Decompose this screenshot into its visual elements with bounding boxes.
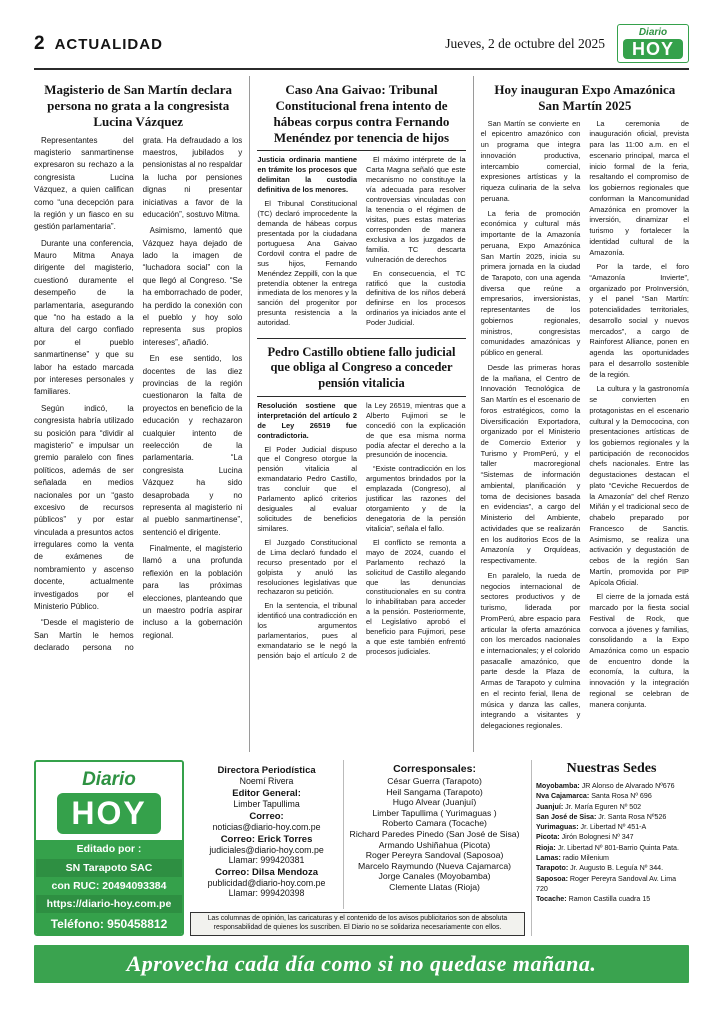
- office-item: Picota: Jirón Bolognesi Nº 347: [536, 833, 634, 842]
- logo-hoy-text: HOY: [623, 39, 683, 59]
- email-label: Correo:: [249, 811, 284, 822]
- judicial-phone: Llamar: 999420381: [228, 855, 305, 865]
- ads-contact-label: Correo: Dilsa Mendoza: [215, 867, 319, 878]
- header-right: [445, 24, 689, 63]
- article-expo-body: San Martín se convierte en el epicentro amazónico con un programa que integra innovación productiva, intercambio comercial, expresiones artísticas y la riqueza culinaria de la selva peruana. La feria de promoción económica y cultural más importante de la Amazonía peruana, Expo Amazónica San Martín 2025, inicia su primera jornada en la ciudad de Tarapoto, con una agenda diversa que reúne a empresarios, inversionistas, representantes de los gobiernos regionales, ministros, congresistas comunidades amazónicas y público en general. Desde las primeras horas de la mañana, el Centro de Innovación Tecnológica de San Martín es el escenario de foros estratégicos, como la Diversificación Exportadora, organizado por el Ministerio de Comercio Exterior y Turismo y PromPerú, y el taller macroregional “Sistemas de información ambiental, planificación y toma de decisiones basada en evidencias”, a cargo del Ministerio del Ambiente, actividades que se realizarán en los auditorios Ecos de la Amazonía y Orquídeas, respectivamente. En paralelo, la rueda de negocios internacional de sectores productivos y de turismo, liderada por PromPerú, abre espacio para articular la oferta amazónica con los mercados nacionales e internacionales; y el colorido pasacalle amazónico, que parte desde la Plaza de Armas de Tarapoto y culmina en el recinto ferial, llena de música y danza las calles, integrando a visitantes y delegaciones regionales. La ceremonia de inauguración oficial, prevista para las 11:00 a.m. en el escenario principal, marca el inicio formal de la feria, resaltando el compromiso de los gobiernos regionales que conforman la Mancomunidad Amazónica en promover la inversión, dinamizar el turismo y fortalecer la identidad cultural de la Amazonía. Por la tarde, el foro “Amazonía Invierte”, organizado por ProInversión, y el panel “San Martín: potencialidades territoriales, desarrollo social y nuevos mercados”, a cargo de Rainforest Alliance, ponen en agenda las oportunidades para el desarrollo sostenible de la región. La cultura y la gastronomía se convierten en protagonistas en el escenario cultural y la Demococina, con presentaciones artísticas de los gobiernos regionales y la participación de reconocidos chefs nacionales. Entre las degustaciones destacan el plato “Ceviche Recuerdos de la Amazonía” del chef Renzo Miñán y el tradicional seco de chabelo preparado por Francesco de Sanctis. Asimismo, se realiza una activación y degustación de cebos de la región San Martín, promovida por PIP Apícola Oficial. El cierre de la jornada está marcado por la fiesta social Festival de Rock, que convoca a jóvenes y familias, consolidando a la Expo Amazónica como un espacio de encuentro donde la economía, la cultura, la innovación y la integración regional se celebran de manera conjunta.: [480, 118, 689, 731]
- judicial-email: judiciales@diario-hoy.com.pe: [209, 845, 324, 855]
- office-item: Moyobamba: JR Alonso de Alvarado Nº676: [536, 782, 675, 790]
- ads-email: publicidad@diario-hoy.com.pe: [207, 878, 326, 888]
- page-header: [34, 24, 689, 70]
- publisher-info: [36, 840, 182, 934]
- staff-and-correspondents: [190, 760, 525, 936]
- office-item: Tarapoto: Jr. Augusto B. Leguía Nº 344.: [536, 864, 664, 873]
- article-castillo: [257, 338, 465, 661]
- staff-block: [190, 760, 344, 909]
- article-castillo-body: Resolución sostiene que interpretación del artículo 2 de Ley 26519 fue contradictoria. El Poder Judicial dispuso que el Congreso otorgue la pensión vitalicia al exmandatario Pedro Castillo, tras concluir que el Parlamento aplicó criterios desiguales al evaluar solicitudes de beneficios similares. El Juzgado Constitucional de Lima declaró fundado el recurso presentado por el golpista y anuló las resoluciones legislativas que rechazaron su petición. En la sentencia, el tribunal identificó una contradicción en los argumentos parlamentarios, pues al exmandatario se le negó la pensión bajo el artículo 2 de la Ley 26519, mientras que a Alberto Fujimori se le concedió con la explicación de que esa misma norma podía afectar el derecho a la presunción de inocencia. “Existe contradicción en los argumentos brindados por la emplazada (Congreso), al justificar las razones del otorgamiento y de la denegatoria de la pensión vitalicia”, señala el fallo. El conflicto se remonta a mayo de 2024, cuando el Parlamento rechazó la solicitud de Castillo alegando que las denuncias constitucionales en su contra lo inhabilitaban para acceder a la pensión. Posteriormente, el Legislativo aprobó el beneficio para Fujimori, pese a que este también enfrentó procesos judiciales.: [257, 400, 466, 660]
- diario-hoy-logo: [617, 24, 689, 63]
- article-expo-headline: Hoy inauguran Expo Amazónica San Martín 2025: [494, 82, 676, 113]
- page-number: 2: [34, 32, 45, 54]
- article-gaivao-headline: Caso Ana Gaivao: Tribunal Constitucional frena intento de hábeas corpus contra Fernando Menéndez por tenencia de hijos: [257, 76, 465, 151]
- phone-number: Teléfono: 950458812: [50, 916, 168, 931]
- judicial-contact-label: Correo: Erick Torres: [220, 834, 313, 845]
- office-item: Juanjuí: Jr. María Eguren Nº 502: [536, 802, 642, 811]
- diario-hoy-logo-large: [36, 762, 182, 840]
- office-item: Saposoa: Roger Pereyra Sandoval Av. Lima 720: [536, 874, 677, 893]
- logo-hoy-text: HOY: [57, 793, 160, 834]
- office-item: Tocache: Ramon Castilla cuadra 15: [536, 895, 651, 904]
- article-magisterio: [34, 76, 249, 752]
- article-expo: [474, 76, 689, 752]
- correspondents-title: Corresponsales:: [393, 763, 476, 775]
- articles-area: [34, 76, 689, 752]
- editor-name: Limber Tapullima: [233, 799, 300, 809]
- article-magisterio-headline: Magisterio de San Martín declara persona no grata a la congresista Lucina Vázquez: [44, 82, 233, 129]
- ads-phone: Llamar: 999420398: [228, 888, 305, 898]
- article-magisterio-body: Representantes del magisterio sanmartinense expresaron su rechazo a la congresista Lucina Vázquez, a quien califican como “una decepción para la región y un fiasco en su gestión parlamentaria”. Durante una conferencia, Mauro Mitma Anaya dirigente del magisterio, cuestionó duramente el desempeño de la parlamentaria, asegurando que “no ha estado a la altura del cargo confiado por el pueblo sanmartinense” y que su labor ha estado marcada por intereses personales y familiares. Según indicó, la congresista habría utilizado su posición para “dividir al magisterio” e impulsar un gremio paralelo con fines políticos, además de ser señalada en medios nacionales por un “gasto excesivo de recursos públicos” y por estar vinculada a presuntos actos irregulares como la venta de exámenes de nombramiento y ascenso docente, actualmente investigados por el Ministerio Público. “Desde el magisterio de San Martín le hemos declarado persona no grata. Ha defraudado a los maestros, jubilados y pensionistas al no respaldar la lucha por pensiones dignas ni presentar iniciativas a favor de la educación”, sostuvo Mitma. Asimismo, lamentó que Vázquez haya dejado de lado la imagen de “luchadora social” con la que llegó al Congreso. “Se ha emborrachado de poder, ha perdido la conexión con el pueblo y hoy solo representa sus propios intereses”, añadió. En ese sentido, los docentes de las diez provincias de la región cuestionaron la falta de proyectos en beneficio de la educación y rechazaron cualquier intento de reelección de la parlamentaria. “La congresista Lucina Vázquez ha sido desaprobada y no representa al magisterio ni al pueblo sanmartinense”, sentenció el dirigente. Finalmente, el magisterio llamó a una profunda reflexión en la población para las próximas elecciones, planteando que un maestro podría aspirar incluso a la gobernación regional.: [34, 135, 243, 653]
- correspondents-list: César Guerra (Tarapoto) Heil Sangama (Tarapoto) Hugo Alvear (Juanjuí) Limber Tapullima ( Yurimaguas ) Roberto Camara (Tocache) Richard Paredes Pinedo (San José de Sisa) Armando Ushiñahua (Picota) Roger Pereyra Sandoval (Saposoa) Marcelo Raymundo (Nueva Cajamarca) Jorge Canales (Moyobamba) Clemente Llatas (Rioja): [349, 776, 520, 893]
- company-ruc: con RUC: 20494093384: [51, 879, 167, 892]
- offices-title: Nuestras Sedes: [566, 761, 657, 776]
- article-castillo-headline: Pedro Castillo obtiene fallo judicial que obliga al Congreso a conceder pensión vitalicia: [257, 338, 465, 397]
- office-item: San José de Sisa: Jr. Santa Rosa Nº526: [536, 812, 667, 821]
- section-title: ACTUALIDAD: [54, 35, 163, 53]
- masthead-footer: [34, 760, 689, 936]
- company-name: SN Tarapoto SAC: [36, 859, 182, 877]
- director-label: Directora Periodística: [217, 765, 316, 776]
- website-link[interactable]: https://diario-hoy.com.pe: [36, 895, 182, 913]
- article-gaivao-body: Justicia ordinaria mantiene en trámite los procesos que delimitan la custodia definitiva de los menores. El Tribunal Constitucional (TC) declaró improcedente la demanda de hábeas corpus presentada por la ciudadana portuguesa Ana Gaivao Cordovil contra el padre de sus hijos, Fernando Menéndez Zeppilli, con la que pretendía obtener la entrega inmediata de los menores y la sanción del progenitor por presunta resistencia a la autoridad. El máximo intérprete de la Carta Magna señaló que este mecanismo no constituye la vía adecuada para resolver controversias vinculadas con la tenencia o el régimen de visitas, pues estas materias corresponden de manera exclusiva a los juzgados de familia. TC descarta vulneración de derechos En consecuencia, el TC ratificó que la custodia definitiva de los niños deberá definirse en los procesos ordinarios ya iniciados ante el Poder Judicial.: [257, 155, 466, 328]
- motto-banner: [34, 945, 689, 983]
- article-gaivao: [257, 76, 465, 332]
- offices-block: [531, 760, 689, 936]
- office-item: Lamas: radio Milenium: [536, 853, 609, 862]
- edited-by-label: Editado por :: [76, 843, 142, 856]
- logo-diario-text: Diario: [638, 27, 668, 38]
- office-item: Rioja: Jr. Libertad Nº 801-Barrio Quinta Pata.: [536, 843, 679, 852]
- staff-correspondents-row: [190, 760, 525, 909]
- director-name: Noemí Rivera: [239, 776, 294, 786]
- office-item: Nva Cajamarca: Santa Rosa Nº 696: [536, 792, 652, 801]
- section-header: [34, 33, 163, 55]
- office-item: Yurimaguas: Jr. Libertad Nº 451-A: [536, 823, 647, 832]
- editor-label: Editor General:: [232, 788, 301, 799]
- news-email: noticias@diario-hoy.com.pe: [212, 822, 321, 832]
- correspondents-block: [344, 760, 525, 909]
- motto-text: Aprovecha cada día como si no quedase mañana.: [126, 951, 597, 976]
- article-column-middle: [250, 76, 472, 752]
- publisher-block: [34, 760, 184, 936]
- edition-date: Jueves, 2 de octubre del 2025: [445, 35, 605, 51]
- logo-diario-text: Diario: [82, 769, 136, 790]
- legal-disclaimer: Las columnas de opinión, las caricaturas y el contenido de los avisos publicitarios son de absoluta responsabilidad de quienes los suscriben. El Diario no se solidariza necesariamente con ellos.: [190, 912, 525, 936]
